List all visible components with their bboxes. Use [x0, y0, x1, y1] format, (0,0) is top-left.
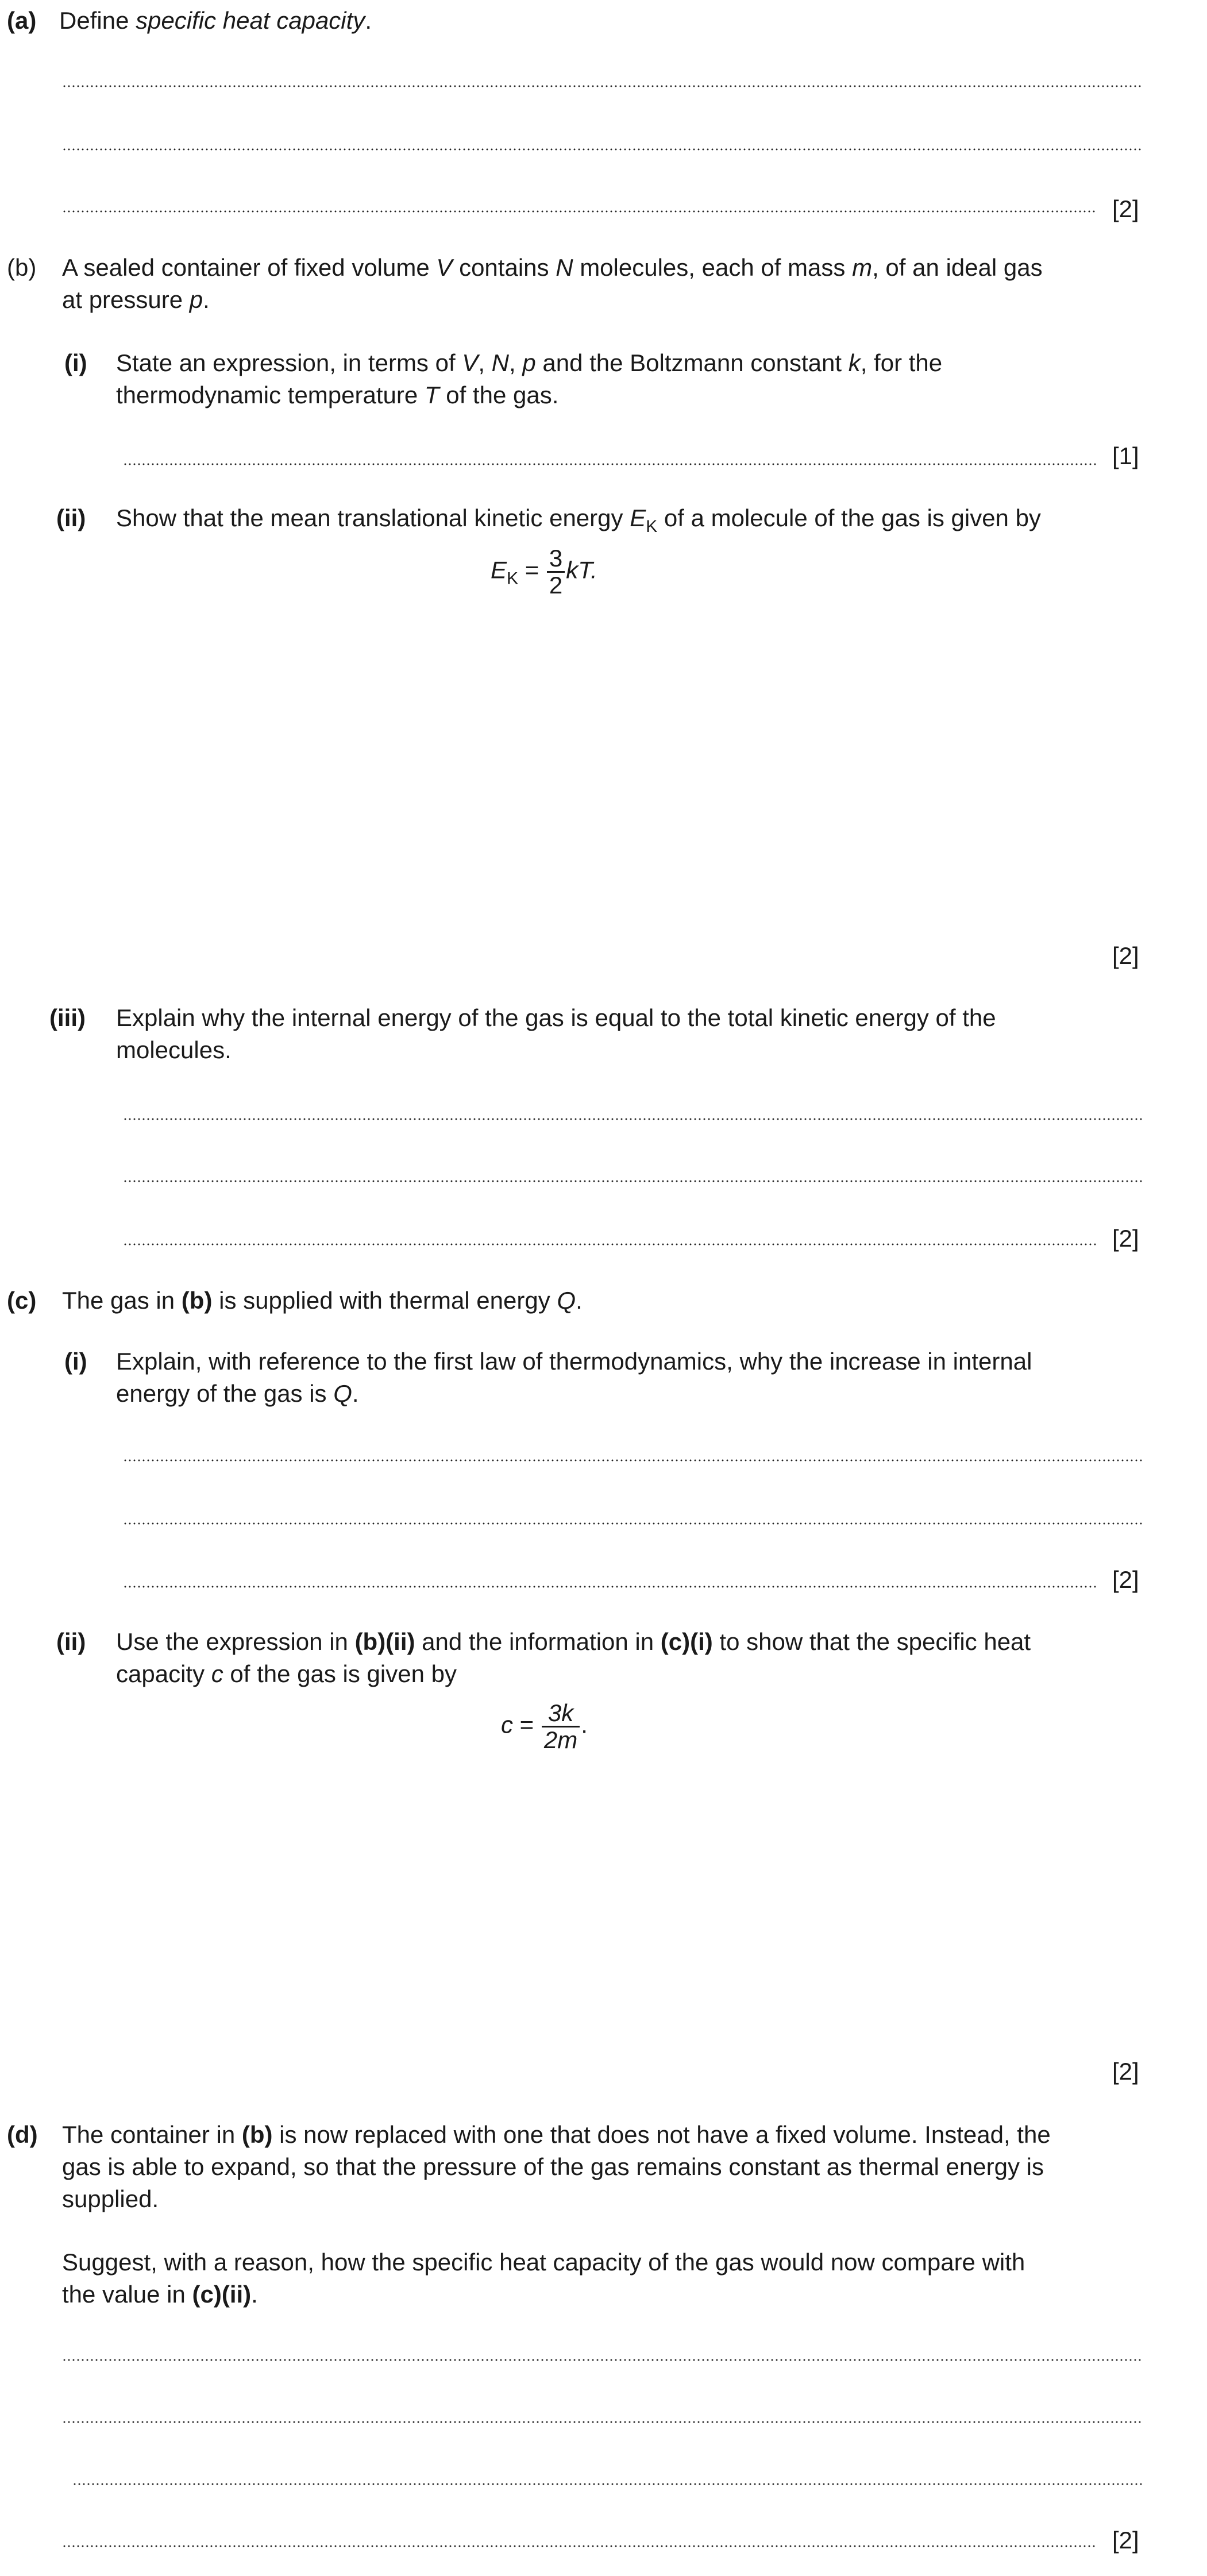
answer-line-b-iii-1[interactable]: [123, 1118, 1142, 1120]
answer-line-a-2[interactable]: [62, 148, 1142, 151]
part-b-text-line1: A sealed container of fixed volume V contains N molecules, each of mass m, of an ideal gas: [62, 254, 1043, 281]
answer-line-b-iii-2[interactable]: [123, 1180, 1142, 1182]
part-b-iii-text-line1: Explain why the internal energy of the gas is equal to the total kinetic energy of the: [116, 1004, 996, 1031]
part-d-label: (d): [7, 2121, 38, 2148]
answer-line-d-2[interactable]: [62, 2421, 1142, 2423]
part-b-label: (b): [7, 254, 37, 281]
mark-d: [2]: [1112, 2527, 1139, 2554]
part-d-text-line5: the value in (c)(ii).: [62, 2281, 258, 2308]
part-b-ii-text: Show that the mean translational kinetic energy $E_K$ of a molecule of the gas is given by: [116, 504, 1041, 536]
formula-ek: $E_K$ = $\frac{3}{2}$ kT.: [491, 545, 597, 599]
part-d-text-line2: gas is able to expand, so that the pressure of the gas remains constant as thermal energy is: [62, 2153, 1044, 2180]
answer-line-c-i-1[interactable]: [123, 1459, 1142, 1461]
part-c-label: (c): [7, 1287, 37, 1314]
part-d-text-line1: The container in (b) is now replaced with one that does not have a fixed volume. Instead, the: [62, 2121, 1051, 2148]
mark-c-i: [2]: [1112, 1566, 1139, 1593]
part-c-ii-text-line2: capacity c of the gas is given by: [116, 1660, 457, 1687]
answer-line-a-3[interactable]: [62, 210, 1096, 213]
part-d-text-line4: Suggest, with a reason, how the specific heat capacity of the gas would now compare with: [62, 2249, 1025, 2276]
part-b-i-text-line1: State an expression, in terms of V, N, p and the Boltzmann constant k, for the: [116, 349, 943, 376]
answer-line-b-i[interactable]: [123, 463, 1096, 465]
answer-line-b-iii-3[interactable]: [123, 1243, 1096, 1245]
formula-c: c = $\frac{3k}{2m}$ .: [501, 1699, 588, 1753]
part-c-i-text-line2: energy of the gas is Q.: [116, 1380, 359, 1407]
part-c-ii-text-line1: Use the expression in (b)(ii) and the information in (c)(i) to show that the specific heat: [116, 1628, 1031, 1655]
answer-line-d-4[interactable]: [62, 2545, 1096, 2547]
answer-line-a-1[interactable]: [62, 85, 1142, 87]
formula-ek-fraction: $\frac{3}{2}$: [547, 546, 565, 598]
part-a-text: Define specific heat capacity.: [59, 7, 372, 34]
part-c-i-text-line1: Explain, with reference to the first law of thermodynamics, why the increase in internal: [116, 1348, 1032, 1375]
part-a-label: (a): [7, 7, 37, 34]
part-b-iii-text-line2: molecules.: [116, 1036, 232, 1063]
part-b-text-line2: at pressure p.: [62, 286, 210, 313]
answer-line-d-1[interactable]: [62, 2359, 1142, 2361]
mark-b-iii: [2]: [1112, 1225, 1139, 1252]
answer-line-c-i-3[interactable]: [123, 1586, 1096, 1588]
mark-b-i: [1]: [1112, 442, 1139, 469]
mark-a: [2]: [1112, 195, 1139, 222]
part-a: [7, 5, 372, 37]
part-c-text: The gas in (b) is supplied with thermal energy Q.: [62, 1287, 583, 1314]
answer-line-c-i-2[interactable]: [123, 1522, 1142, 1525]
part-b-ii-label: (ii): [56, 504, 86, 531]
part-c-i-label: (i): [64, 1348, 87, 1375]
answer-line-d-3[interactable]: [72, 2483, 1142, 2485]
mark-c-ii: [2]: [1112, 2058, 1139, 2085]
part-d-text-line3: supplied.: [62, 2185, 159, 2212]
part-b-i-label: (i): [64, 349, 87, 376]
part-c-ii-label: (ii): [56, 1628, 86, 1655]
mark-b-ii: [2]: [1112, 942, 1139, 969]
part-b-i-text-line2: thermodynamic temperature T of the gas.: [116, 381, 559, 408]
formula-c-fraction: $\frac{3k}{2m}$: [542, 1700, 580, 1753]
part-b-iii-label: (iii): [49, 1004, 86, 1031]
